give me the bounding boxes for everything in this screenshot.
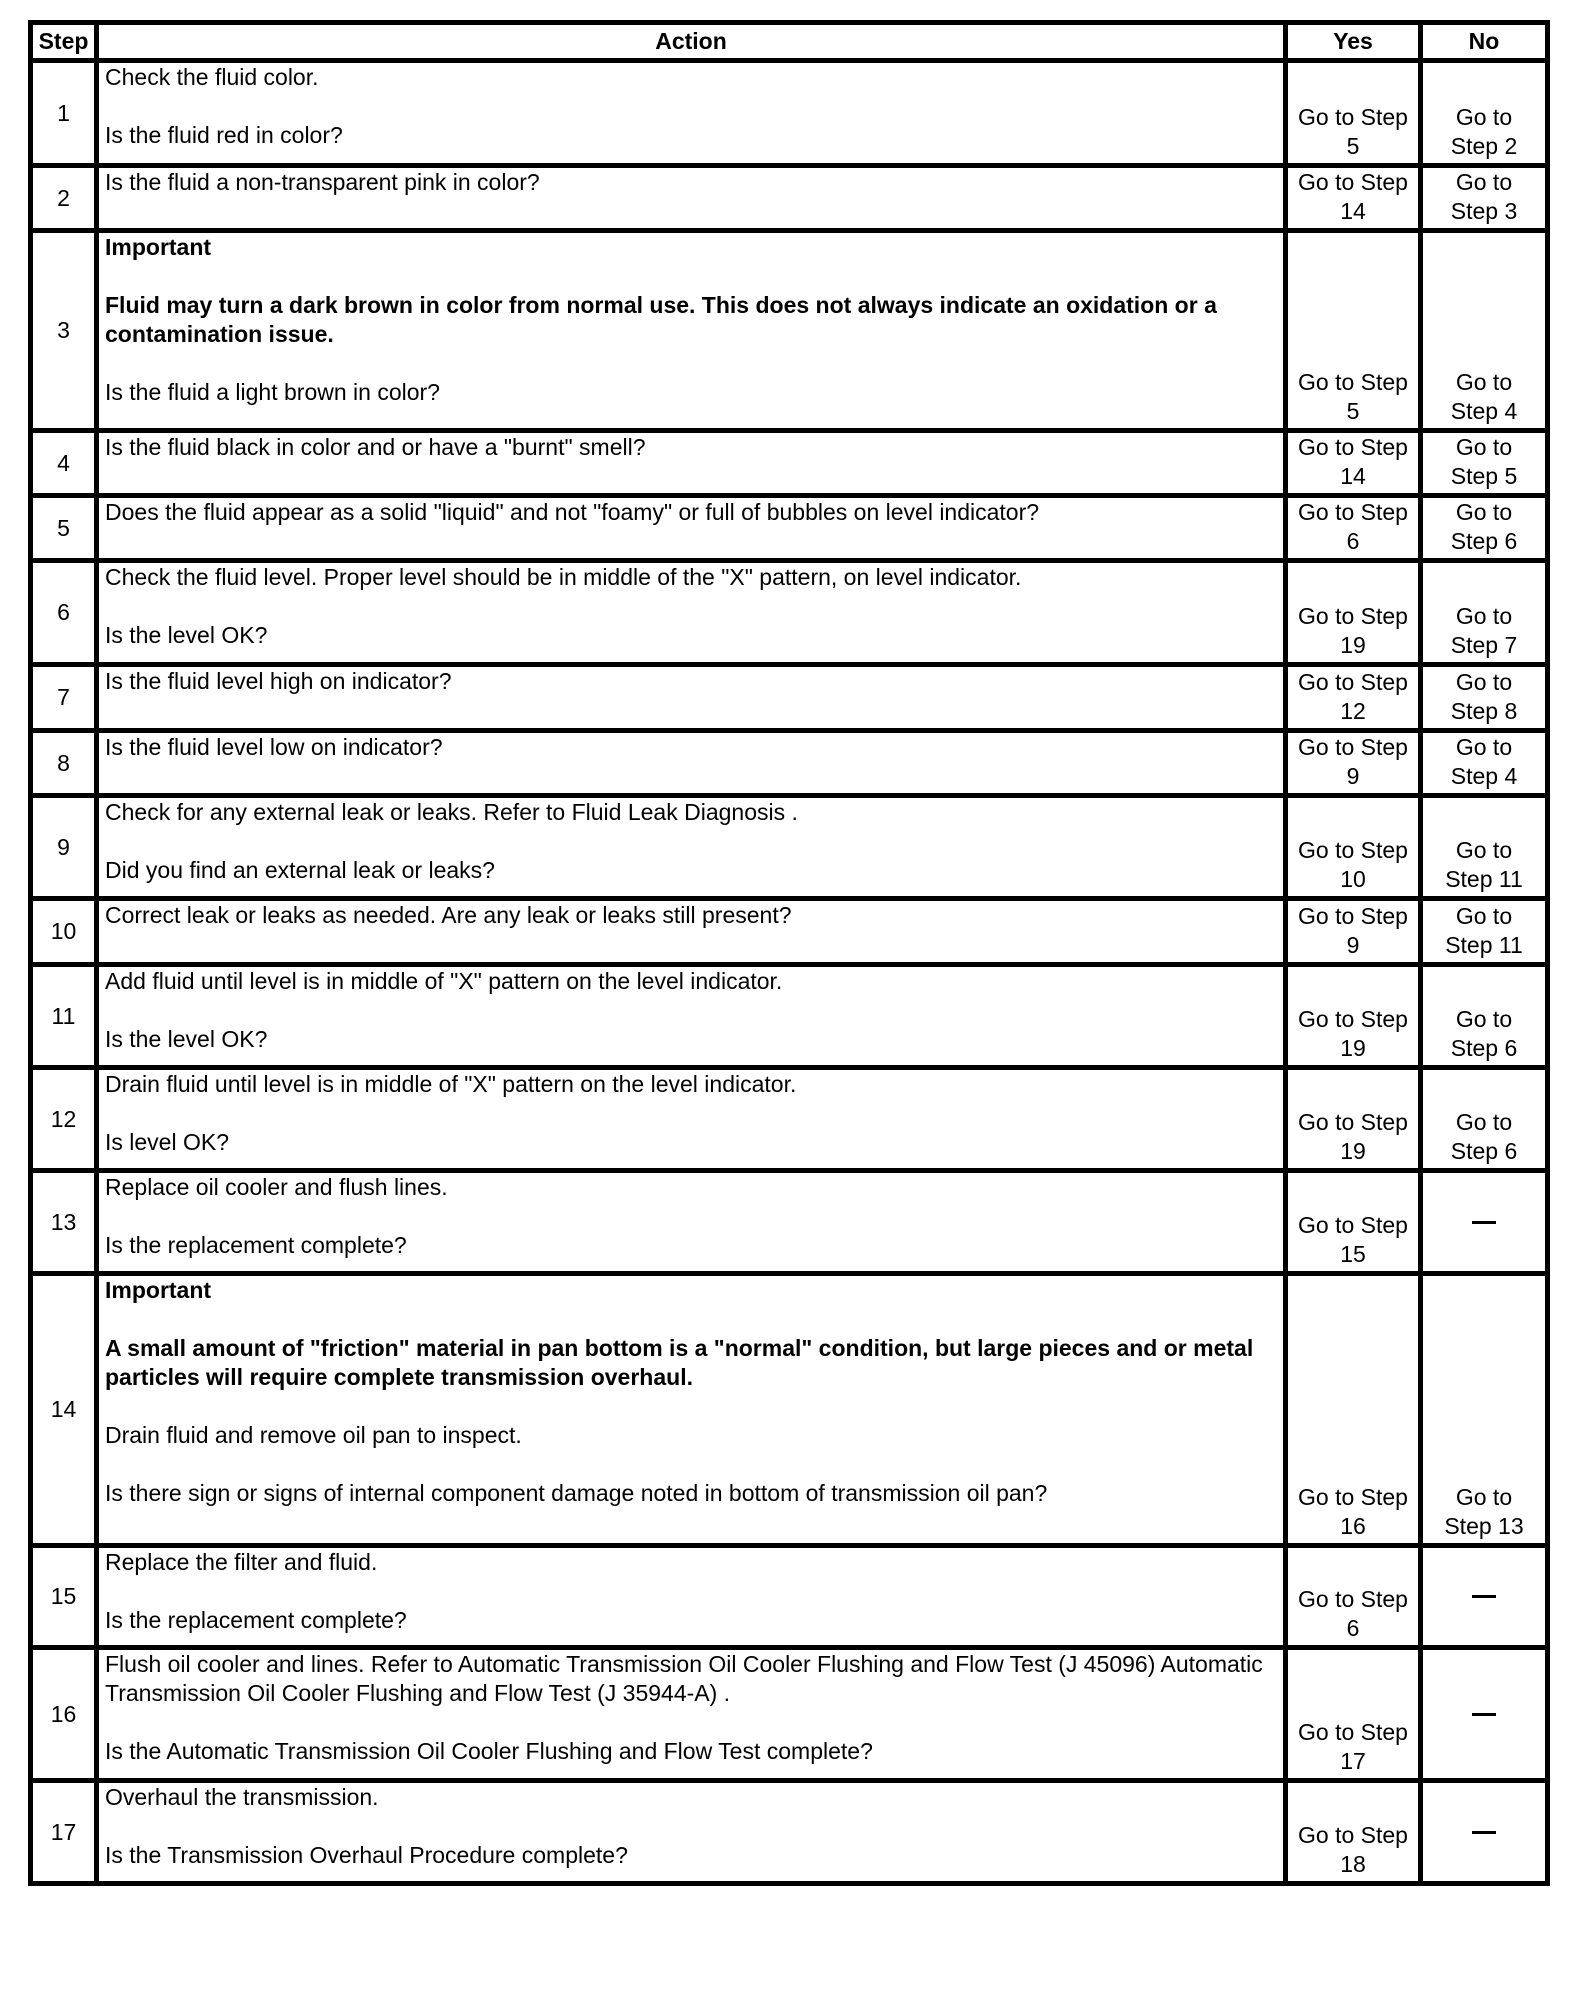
table-row (31, 496, 1548, 561)
paragraph-spacer (105, 1305, 1277, 1334)
action-text: Check the fluid level. Proper level should be in middle of the "X" pattern, on level indicator. (105, 564, 1022, 590)
no-goto-text: Go to (1455, 734, 1513, 760)
yes-cell (1286, 1781, 1421, 1884)
table-body (31, 61, 1548, 1884)
yes-cell (1286, 965, 1421, 1068)
table-row (31, 731, 1548, 796)
no-cell (1421, 1068, 1548, 1171)
step-number: 10 (31, 899, 97, 965)
yes-goto-text: 15 (1340, 1241, 1366, 1267)
table-row (31, 1068, 1548, 1171)
yes-cell (1286, 899, 1421, 965)
no-goto-text: Step 11 (1445, 866, 1523, 892)
table-row (31, 231, 1548, 431)
action-text: Add fluid until level is in middle of "X" pattern on the level indicator. (105, 968, 783, 994)
step-number: 12 (31, 1068, 97, 1171)
action-text: Is the Automatic Transmission Oil Cooler Flushing and Flow Test complete? (105, 1738, 873, 1764)
no-cell (1421, 231, 1548, 431)
yes-goto-text: Go to Step (1298, 1719, 1408, 1745)
paragraph-spacer (105, 349, 1277, 378)
no-goto-text: Go to (1455, 369, 1513, 395)
yes-goto-text: Go to Step (1298, 434, 1408, 460)
table-header-row (31, 23, 1548, 61)
no-goto-text: Step 3 (1450, 198, 1518, 224)
no-goto-text: Step 6 (1450, 528, 1518, 554)
yes-goto-text: 5 (1346, 398, 1360, 424)
step-number: 7 (31, 665, 97, 731)
yes-goto-text: 9 (1346, 932, 1360, 958)
step-number: 14 (31, 1274, 97, 1546)
action-cell (97, 965, 1286, 1068)
important-note: Important (105, 234, 212, 260)
action-cell (97, 61, 1286, 166)
yes-cell (1286, 1648, 1421, 1781)
action-text: Is the fluid level high on indicator? (105, 668, 452, 694)
no-goto-text: Go to (1455, 1484, 1513, 1510)
action-text: Check the fluid color. (105, 64, 319, 90)
paragraph-spacer (105, 996, 1277, 1025)
table-row (31, 561, 1548, 665)
yes-cell (1286, 1546, 1421, 1648)
action-text: Did you find an external leak or leaks? (105, 857, 495, 883)
no-goto-text: Step 7 (1450, 632, 1518, 658)
no-cell (1421, 561, 1548, 665)
yes-goto-text: Go to Step (1298, 1006, 1408, 1032)
yes-goto-text: Go to Step (1298, 903, 1408, 929)
step-number: 3 (31, 231, 97, 431)
not-applicable-dash-icon (1472, 1595, 1496, 1598)
paragraph-spacer (105, 592, 1277, 621)
paragraph-spacer (105, 1099, 1277, 1128)
table-row (31, 665, 1548, 731)
no-cell (1421, 431, 1548, 496)
no-cell (1421, 1648, 1548, 1781)
important-note: Important (105, 1277, 212, 1303)
table-row (31, 1274, 1548, 1546)
yes-goto-text: 9 (1346, 763, 1360, 789)
action-text: Is the fluid black in color and or have a "burnt" smell? (105, 434, 646, 460)
yes-goto-text: 17 (1340, 1748, 1366, 1774)
action-text: Does the fluid appear as a solid "liquid" and not "foamy" or full of bubbles on level indicator? (105, 499, 1040, 525)
yes-goto-text: Go to Step (1298, 1484, 1408, 1510)
action-cell (97, 231, 1286, 431)
no-goto-text: Go to (1455, 603, 1513, 629)
yes-goto-text: Go to Step (1298, 669, 1408, 695)
no-goto-text: Go to (1455, 837, 1513, 863)
not-applicable-dash-icon (1472, 1831, 1496, 1834)
no-goto-text: Go to (1455, 903, 1513, 929)
table-row (31, 965, 1548, 1068)
action-text: Is the replacement complete? (105, 1607, 407, 1633)
yes-goto-text: Go to Step (1298, 734, 1408, 760)
not-applicable-dash-icon (1472, 1713, 1496, 1716)
step-number: 4 (31, 431, 97, 496)
action-cell (97, 431, 1286, 496)
action-cell (97, 1171, 1286, 1274)
step-number: 6 (31, 561, 97, 665)
no-goto-text: Step 2 (1450, 133, 1518, 159)
paragraph-spacer (105, 1450, 1277, 1479)
action-text: Drain fluid until level is in middle of "X" pattern on the level indicator. (105, 1071, 797, 1097)
no-goto-text: Step 5 (1450, 463, 1518, 489)
paragraph-spacer (105, 1202, 1277, 1231)
step-number: 5 (31, 496, 97, 561)
step-number: 9 (31, 796, 97, 899)
action-text: Replace the filter and fluid. (105, 1549, 378, 1575)
table-row (31, 1648, 1548, 1781)
table-row (31, 431, 1548, 496)
yes-goto-text: 5 (1346, 133, 1360, 159)
yes-goto-text: Go to Step (1298, 603, 1408, 629)
yes-goto-text: 19 (1340, 1035, 1366, 1061)
action-cell (97, 166, 1286, 231)
no-cell (1421, 61, 1548, 166)
yes-goto-text: 19 (1340, 1138, 1366, 1164)
yes-goto-text: Go to Step (1298, 104, 1408, 130)
header-no: No (1421, 23, 1548, 61)
action-cell (97, 731, 1286, 796)
no-cell (1421, 665, 1548, 731)
action-cell (97, 1781, 1286, 1884)
yes-goto-text: 12 (1340, 698, 1366, 724)
step-number: 1 (31, 61, 97, 166)
yes-cell (1286, 231, 1421, 431)
yes-cell (1286, 1068, 1421, 1171)
action-cell (97, 1274, 1286, 1546)
yes-cell (1286, 665, 1421, 731)
action-text: Is the fluid a non-transparent pink in color? (105, 169, 540, 195)
action-text: Is the level OK? (105, 1026, 268, 1052)
important-note: Fluid may turn a dark brown in color from normal use. This does not always indicate an oxidation or a contamination issue. (105, 292, 1217, 347)
step-number: 15 (31, 1546, 97, 1648)
header-action: Action (97, 23, 1286, 61)
important-note: A small amount of "friction" material in pan bottom is a "normal" condition, but large pieces and or metal particles will require complete transmission overhaul. (105, 1335, 1254, 1390)
yes-goto-text: Go to Step (1298, 837, 1408, 863)
no-cell (1421, 965, 1548, 1068)
header-step: Step (31, 23, 97, 61)
no-goto-text: Step 6 (1450, 1035, 1518, 1061)
paragraph-spacer (105, 827, 1277, 856)
yes-goto-text: 19 (1340, 632, 1366, 658)
yes-cell (1286, 1171, 1421, 1274)
action-text: Overhaul the transmission. (105, 1784, 379, 1810)
yes-cell (1286, 796, 1421, 899)
action-text: Is the fluid level low on indicator? (105, 734, 443, 760)
no-cell (1421, 731, 1548, 796)
action-text: Is level OK? (105, 1129, 229, 1155)
action-text: Is the fluid red in color? (105, 122, 343, 148)
table-row (31, 796, 1548, 899)
table-row (31, 1781, 1548, 1884)
action-cell (97, 899, 1286, 965)
not-applicable-dash-icon (1472, 1221, 1496, 1224)
paragraph-spacer (105, 1577, 1277, 1606)
yes-cell (1286, 166, 1421, 231)
yes-goto-text: Go to Step (1298, 499, 1408, 525)
step-number: 16 (31, 1648, 97, 1781)
diagnostic-table (28, 20, 1550, 1886)
yes-cell (1286, 731, 1421, 796)
step-number: 8 (31, 731, 97, 796)
no-cell (1421, 166, 1548, 231)
no-goto-text: Go to (1455, 169, 1513, 195)
action-text: Is there sign or signs of internal component damage noted in bottom of transmission oil pan? (105, 1480, 1048, 1506)
action-cell (97, 665, 1286, 731)
step-number: 13 (31, 1171, 97, 1274)
yes-goto-text: 16 (1340, 1513, 1366, 1539)
table-row (31, 1546, 1548, 1648)
yes-goto-text: Go to Step (1298, 169, 1408, 195)
yes-goto-text: Go to Step (1298, 1586, 1408, 1612)
no-goto-text: Go to (1455, 434, 1513, 460)
action-cell (97, 796, 1286, 899)
no-cell (1421, 1546, 1548, 1648)
action-cell (97, 496, 1286, 561)
action-text: Replace oil cooler and flush lines. (105, 1174, 448, 1200)
action-text: Flush oil cooler and lines. Refer to Automatic Transmission Oil Cooler Flushing and Flow Test (J 45096) Automatic Transmission Oil Cooler Flushing and Flow Test (J 35944-A) . (105, 1651, 1263, 1706)
table-row (31, 899, 1548, 965)
yes-goto-text: 14 (1340, 198, 1366, 224)
action-text: Correct leak or leaks as needed. Are any leak or leaks still present? (105, 902, 792, 928)
table-row (31, 1171, 1548, 1274)
step-number: 2 (31, 166, 97, 231)
action-cell (97, 1546, 1286, 1648)
action-text: Check for any external leak or leaks. Refer to Fluid Leak Diagnosis . (105, 799, 798, 825)
no-cell (1421, 496, 1548, 561)
yes-goto-text: Go to Step (1298, 1822, 1408, 1848)
action-text: Is the fluid a light brown in color? (105, 379, 440, 405)
yes-cell (1286, 561, 1421, 665)
no-cell (1421, 1781, 1548, 1884)
action-text: Drain fluid and remove oil pan to inspect. (105, 1422, 522, 1448)
no-goto-text: Step 11 (1445, 932, 1523, 958)
no-cell (1421, 1274, 1548, 1546)
yes-goto-text: Go to Step (1298, 1109, 1408, 1135)
no-goto-text: Step 6 (1450, 1138, 1518, 1164)
paragraph-spacer (105, 262, 1277, 291)
yes-cell (1286, 496, 1421, 561)
step-number: 17 (31, 1781, 97, 1884)
no-goto-text: Step 4 (1450, 398, 1518, 424)
table-row (31, 166, 1548, 231)
no-goto-text: Step 8 (1450, 698, 1518, 724)
yes-goto-text: Go to Step (1298, 369, 1408, 395)
table-row (31, 61, 1548, 166)
paragraph-spacer (105, 1708, 1277, 1737)
paragraph-spacer (105, 1812, 1277, 1841)
action-cell (97, 1648, 1286, 1781)
yes-goto-text: 18 (1340, 1851, 1366, 1877)
no-cell (1421, 899, 1548, 965)
no-goto-text: Go to (1455, 1006, 1513, 1032)
action-cell (97, 1068, 1286, 1171)
yes-goto-text: 6 (1346, 528, 1360, 554)
yes-goto-text: 14 (1340, 463, 1366, 489)
no-cell (1421, 796, 1548, 899)
no-goto-text: Go to (1455, 1109, 1513, 1135)
no-goto-text: Step 4 (1450, 763, 1518, 789)
yes-goto-text: 10 (1340, 866, 1366, 892)
yes-cell (1286, 431, 1421, 496)
yes-goto-text: 6 (1346, 1615, 1360, 1641)
paragraph-spacer (105, 1392, 1277, 1421)
action-text: Is the level OK? (105, 622, 268, 648)
action-text: Is the Transmission Overhaul Procedure complete? (105, 1842, 628, 1868)
no-goto-text: Go to (1455, 669, 1513, 695)
paragraph-spacer (105, 92, 1277, 121)
no-goto-text: Go to (1455, 499, 1513, 525)
no-cell (1421, 1171, 1548, 1274)
yes-cell (1286, 1274, 1421, 1546)
no-goto-text: Go to (1455, 104, 1513, 130)
action-text: Is the replacement complete? (105, 1232, 407, 1258)
header-yes: Yes (1286, 23, 1421, 61)
no-goto-text: Step 13 (1444, 1513, 1524, 1539)
yes-cell (1286, 61, 1421, 166)
step-number: 11 (31, 965, 97, 1068)
action-cell (97, 561, 1286, 665)
yes-goto-text: Go to Step (1298, 1212, 1408, 1238)
